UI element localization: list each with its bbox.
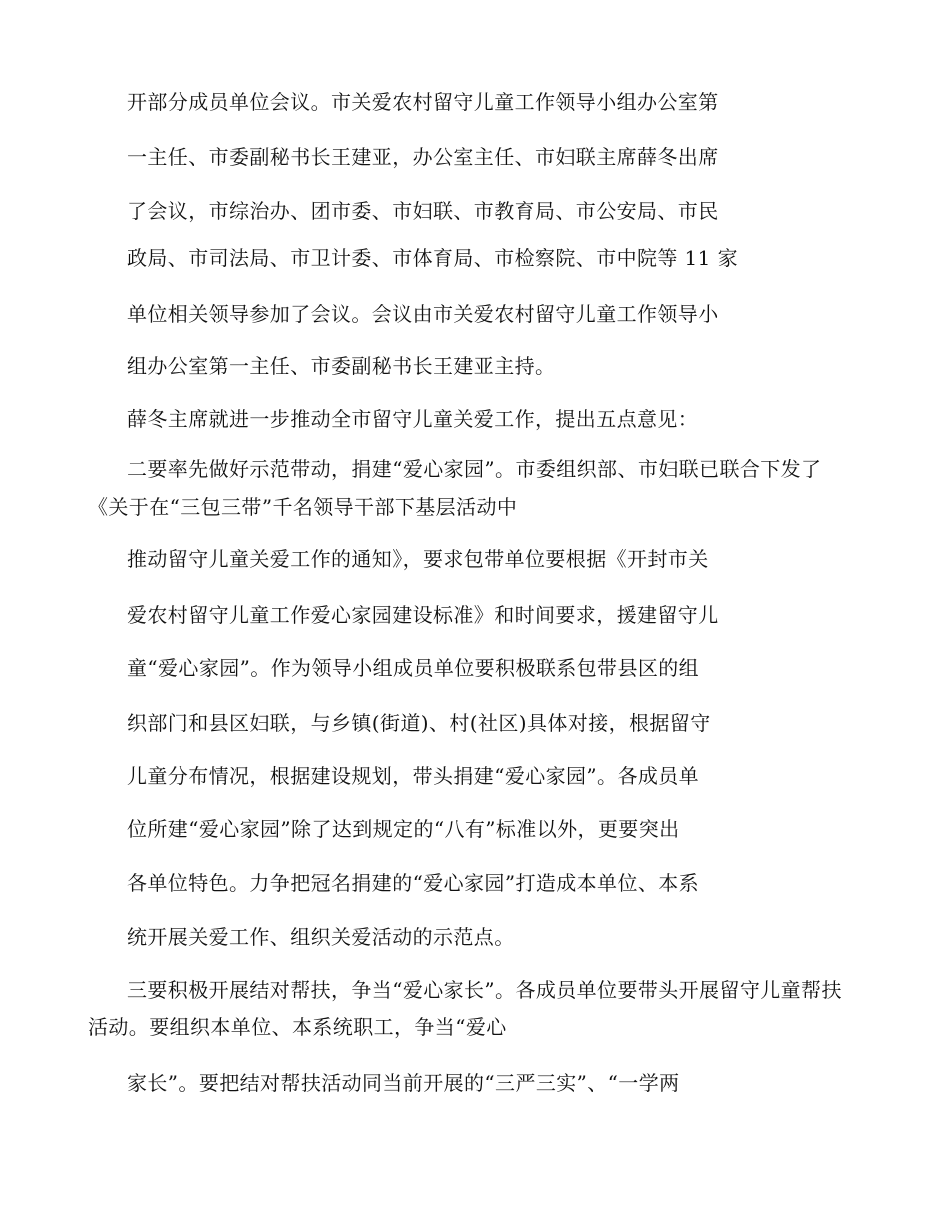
text-line: 《关于在“三包三带”千名领导干部下基层活动中 (88, 495, 518, 519)
text-line: 推动留守儿童关爱工作的通知》，要求包带单位要根据《开封市关 (127, 547, 709, 571)
text-line: 薛冬主席就进一步推动全市留守儿童关爱工作，提出五点意见： (127, 407, 699, 431)
text-line: 家长”。要把结对帮扶活动同当前开展的“三严三实”、“一学两 (127, 1071, 680, 1095)
text-line: 开部分成员单位会议。市关爱农村留守儿童工作领导小组办公室第 (127, 90, 719, 114)
text-line: 织部门和县区妇联，与乡镇(街道)、村(社区)具体对接，根据留守 (127, 711, 711, 735)
text-line: 位所建“爱心家园”除了达到规定的“八有”标准以外，更要突出 (127, 817, 680, 841)
text-line: 二要率先做好示范带动，捐建“爱心家园”。市委组织部、市妇联已联合下发了 (127, 457, 822, 481)
text-line: 童“爱心家园”。作为领导小组成员单位要积极联系包带县区的组 (127, 656, 700, 680)
text-line: 三要积极开展结对帮扶，争当“爱心家长”。各成员单位要带头开展留守儿童帮扶 (127, 978, 842, 1002)
text-line: 各单位特色。力争把冠名捐建的“爱心家园”打造成本单位、本系 (127, 871, 700, 895)
text-line: 爱农村留守儿童工作爱心家园建设标准》和时间要求，援建留守儿 (127, 603, 719, 627)
text-line: 儿童分布情况，根据建设规划，带头捐建“爱心家园”。各成员单 (127, 764, 700, 788)
text-line: 单位相关领导参加了会议。会议由市关爱农村留守儿童工作领导小 (127, 302, 719, 326)
text-line: 政局、市司法局、市卫计委、市体育局、市检察院、市中院等 11 家 (127, 246, 738, 270)
text-line: 了会议，市综治办、团市委、市妇联、市教育局、市公安局、市民 (127, 199, 719, 223)
text-line: 一主任、市委副秘书长王建亚，办公室主任、市妇联主席薛冬出席 (127, 145, 719, 169)
text-line: 统开展关爱工作、组织关爱活动的示范点。 (127, 925, 515, 949)
text-line: 组办公室第一主任、市委副秘书长王建亚主持。 (127, 354, 556, 378)
text-line: 活动。要组织本单位、本系统职工，争当“爱心 (88, 1015, 507, 1039)
